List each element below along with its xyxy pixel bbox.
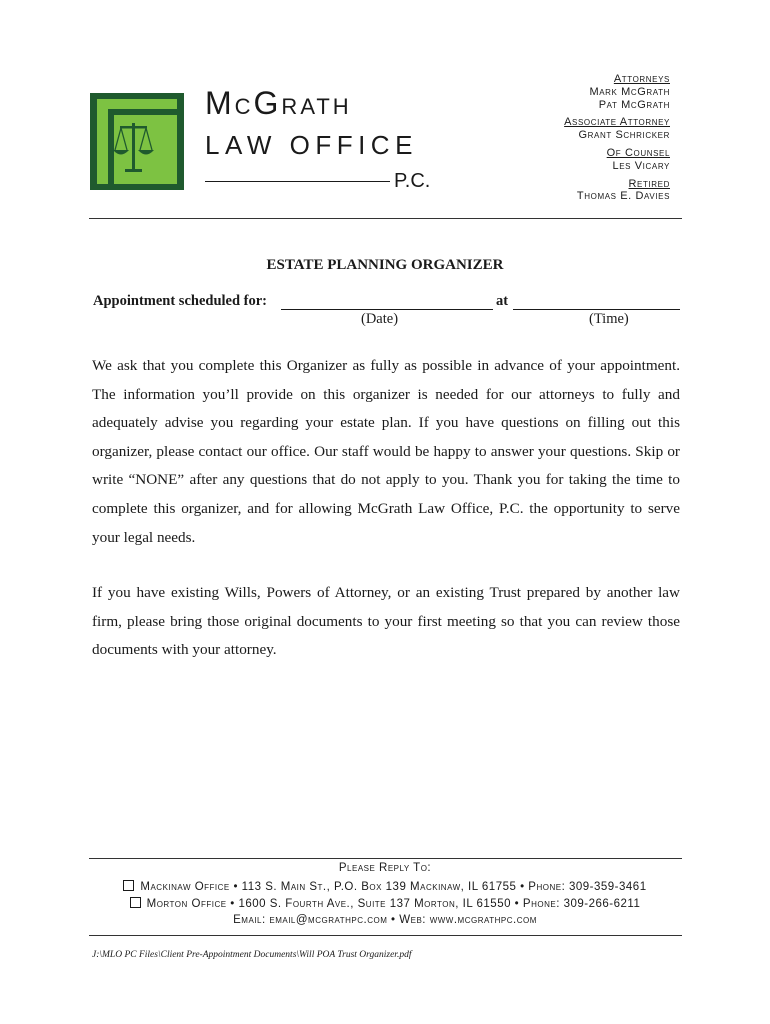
firm-name: McGrath (205, 85, 352, 121)
mackinaw-checkbox[interactable] (123, 880, 134, 891)
associate-heading: Associate Attorney (564, 116, 670, 129)
morton-office-text: Morton Office • 1600 S. Fourth Ave., Suite 137 Morton, IL 61550 • Phone: 309-266-6211 (146, 898, 641, 910)
file-path: J:\MLO PC Files\Client Pre-Appointment Documents\Will POA Trust Organizer.pdf (92, 950, 412, 960)
attorney-name: Pat McGrath (598, 98, 670, 111)
scales-of-justice-logo (90, 93, 184, 190)
at-label: at (496, 293, 509, 309)
morton-checkbox[interactable] (130, 897, 141, 908)
firm-subtitle: LAW OFFICE (205, 130, 418, 160)
footer-divider-bottom (89, 935, 682, 936)
time-caption: (Time) (589, 311, 629, 327)
attorney-name: Mark McGrath (589, 85, 670, 98)
mackinaw-office-text: Mackinaw Office • 113 S. Main St., P.O. Box 139 Mackinaw, IL 61755 • Phone: 309-359-3461 (140, 881, 647, 893)
associate-name: Grant Schricker (578, 129, 670, 142)
letterhead-rule (205, 181, 390, 182)
contact-line: Email: email@mcgrathpc.com • Web: www.mcgrathpc.com (233, 914, 537, 926)
counsel-heading: Of Counsel (606, 146, 670, 159)
time-field[interactable] (513, 309, 680, 310)
counsel-name: Les Vicary (612, 159, 670, 172)
firm-suffix: P.C. (394, 170, 431, 192)
morton-office-line (0, 897, 770, 910)
retired-heading: Retired (628, 177, 670, 190)
attorneys-heading: Attorneys (613, 73, 670, 85)
header-divider (89, 218, 682, 219)
reply-to-heading: Please Reply To: (338, 862, 432, 874)
document-title: ESTATE PLANNING ORGANIZER (266, 257, 504, 273)
mackinaw-office-line (0, 880, 770, 893)
footer-divider-top (89, 858, 682, 859)
intro-paragraph: We ask that you complete this Organizer as fully as possible in advance of your appointment. The information you’ll provide on this organizer is needed for our attorneys to fully and adequately advise you regarding your estate plan. If you have questions on filling out this organizer, please contact our office. Our staff would be happy to answer your questions. Skip or write “NONE” after any questions that do not apply to you. Thank you for taking the time to complete this organizer, and for allowing McGrath Law Office, P.C. the opportunity to serve your legal needs. (92, 357, 680, 546)
attorney-list (564, 73, 670, 203)
appointment-label: Appointment scheduled for: (93, 293, 268, 309)
date-field[interactable] (281, 309, 493, 310)
existing-documents-paragraph: If you have existing Wills, Powers of Attorney, or an existing Trust prepared by another law firm, please bring those original documents to your first meeting so that you can review those documents with your attorney. (92, 584, 680, 659)
date-caption: (Date) (361, 311, 399, 327)
retired-name: Thomas E. Davies (576, 190, 670, 203)
